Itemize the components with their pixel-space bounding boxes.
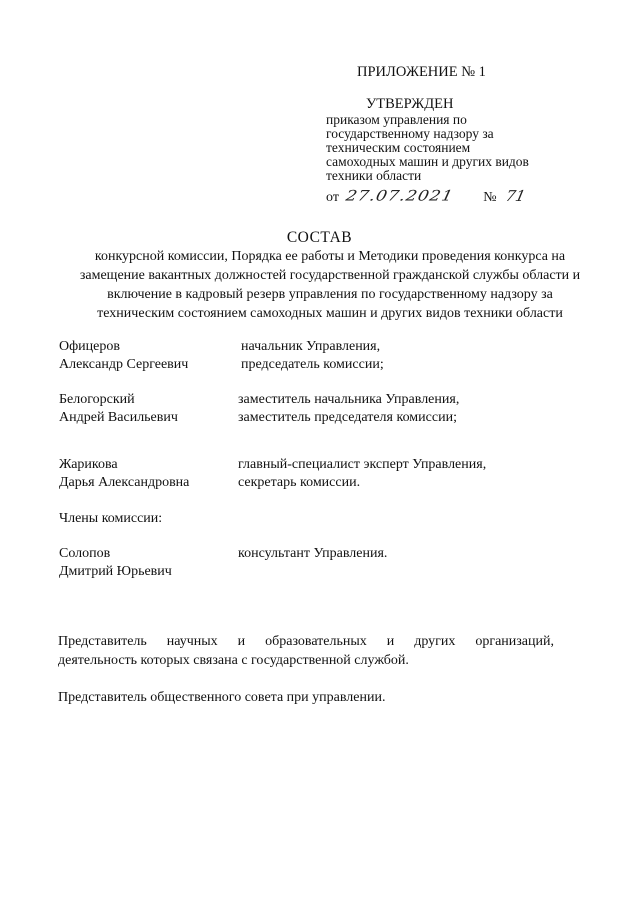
council-representative: Представитель общественного совета при управлении. (58, 690, 386, 705)
member-name (59, 456, 189, 492)
member-surname: Жарикова (59, 457, 118, 472)
number-label: № (483, 190, 497, 205)
member-given-names: Александр Сергеевич (59, 357, 189, 372)
member-name (59, 338, 188, 374)
handwritten-date: 27.07.2021 (344, 187, 456, 205)
member-given-names: Дмитрий Юрьевич (59, 564, 172, 579)
document-title: СОСТАВ (286, 229, 353, 246)
appendix-label: ПРИЛОЖЕНИЕ № 1 (357, 64, 486, 80)
member-role (238, 545, 387, 563)
approved-heading: УТВЕРЖДЕН (366, 96, 454, 112)
order-date-row (326, 186, 528, 206)
commission-members-label: Члены комиссии: (59, 511, 163, 526)
description-line: замещение вакантных должностей государственной гражданской службы области и (79, 268, 581, 283)
member-surname: Офицеров (59, 339, 120, 354)
member-position: главный-специалист эксперт Управления, (238, 457, 487, 472)
member-name (59, 391, 178, 427)
member-commission-role: председатель комиссии; (241, 357, 384, 372)
member-name (59, 545, 172, 581)
description-line: конкурсной комиссии, Порядка ее работы и Методики проведения конкурса на (94, 249, 566, 264)
approval-line: техническим состоянием (326, 140, 471, 155)
member-role (241, 338, 384, 374)
member-commission-role: заместитель председателя комиссии; (238, 410, 457, 425)
date-prefix: от (326, 190, 339, 205)
member-surname: Солопов (59, 546, 111, 561)
document-description (60, 247, 600, 323)
member-commission-role: секретарь комиссии. (238, 475, 361, 490)
approval-block (326, 96, 586, 183)
member-role (238, 456, 486, 492)
handwritten-number: 71 (504, 187, 528, 205)
approval-line: государственному надзору за (326, 126, 494, 141)
member-role (238, 391, 459, 427)
approval-line: самоходных машин и других видов (326, 154, 529, 169)
approval-line: приказом управления по (326, 112, 467, 127)
approval-line: техники области (326, 168, 422, 183)
member-position: консультант Управления. (238, 546, 388, 561)
member-given-names: Андрей Васильевич (59, 410, 178, 425)
member-position: заместитель начальника Управления, (238, 392, 460, 407)
description-line: техническим состоянием самоходных машин и других видов техники области (97, 306, 563, 321)
representative-line: деятельность которых связана с государственной службой. (58, 653, 409, 668)
description-line: включение в кадровый резерв управления по государственному надзору за (107, 287, 553, 302)
member-given-names: Дарья Александровна (59, 475, 190, 490)
member-position: начальник Управления, (241, 339, 381, 354)
member-surname: Белогорский (59, 392, 135, 407)
representative-line: Представитель научных и образовательных и других организаций, (58, 634, 554, 649)
science-representative (58, 632, 554, 670)
